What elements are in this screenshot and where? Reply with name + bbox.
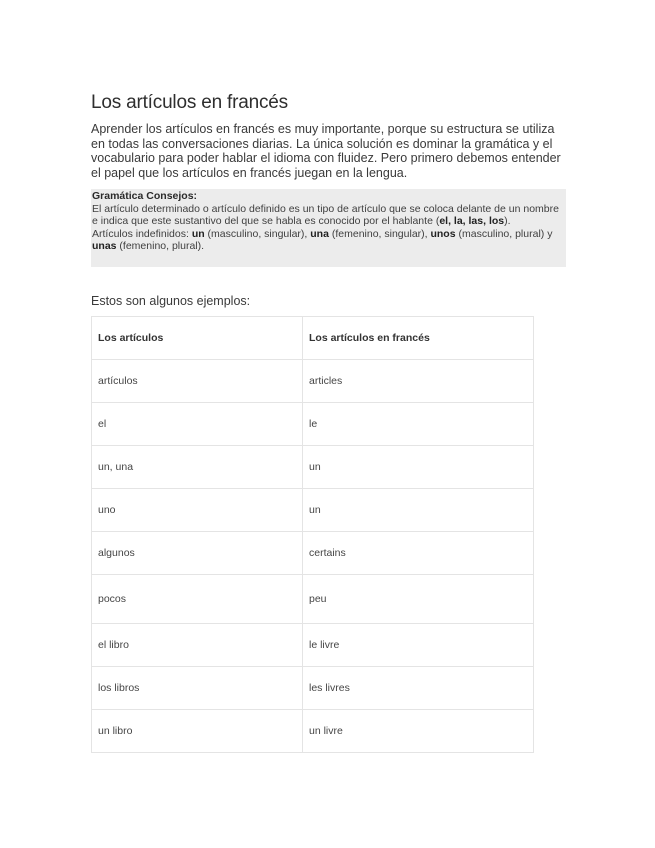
articles-table [91,316,534,753]
definite-article-note [92,203,564,228]
indef-unos-desc: (masculino, plural) y [455,227,553,240]
cell-spanish: los libros [92,667,303,710]
cell-french: peu [303,575,534,624]
header-spanish: Los artículos [92,317,303,360]
cell-french: le [303,403,534,446]
cell-spanish: artículos [92,360,303,403]
cell-spanish: un libro [92,710,303,753]
cell-spanish: algunos [92,532,303,575]
table-row [92,575,534,624]
indef-unos: unos [430,227,456,240]
table-row [92,667,534,710]
table-row [92,532,534,575]
examples-label: Estos son algunos ejemplos: [91,294,251,308]
cell-french: les livres [303,667,534,710]
header-french: Los artículos en francés [303,317,534,360]
indefinite-article-note [92,228,564,253]
table-row [92,624,534,667]
cell-spanish: pocos [92,575,303,624]
indef-prefix: Artículos indefinidos: [92,227,192,240]
cell-french: un [303,446,534,489]
page-title: Los artículos en francés [91,92,288,113]
grammar-tips-box [91,189,566,267]
cell-spanish: uno [92,489,303,532]
indef-una: una [310,227,329,240]
table-row [92,360,534,403]
cell-spanish: el libro [92,624,303,667]
cell-spanish: un, una [92,446,303,489]
cell-french: le livre [303,624,534,667]
cell-spanish: el [92,403,303,446]
intro-paragraph: Aprender los artículos en francés es muy importante, porque su estructura se utiliza en todas las conversaciones diarias. La única solución es dominar la gramática y el vocabulario para poder hablar el idioma con fluidez. Pero primero debemos entender el papel que los artículos en francés juegan en la lengua. [91,122,561,180]
cell-french: articles [303,360,534,403]
definite-articles: el, la, las, los [439,215,505,228]
indef-una-desc: (femenino, singular), [328,227,431,240]
table-row [92,489,534,532]
table-row [92,403,534,446]
table-row [92,446,534,489]
cell-french: un [303,489,534,532]
cell-french: un livre [303,710,534,753]
definite-end: ). [504,215,511,228]
indef-un: un [191,227,205,240]
indef-un-desc: (masculino, singular), [204,227,311,240]
definite-text: El artículo determinado o artículo definido es un tipo de artículo que se coloca delante de un nombre e indica que este sustantivo del que se habla es conocido por el hablante ( [92,202,559,228]
table-header-row [92,317,534,360]
indef-unas: unas [92,240,117,253]
tips-heading: Gramática Consejos: [92,190,198,202]
indef-unas-desc: (femenino, plural). [116,240,205,253]
cell-french: certains [303,532,534,575]
table-row [92,710,534,753]
